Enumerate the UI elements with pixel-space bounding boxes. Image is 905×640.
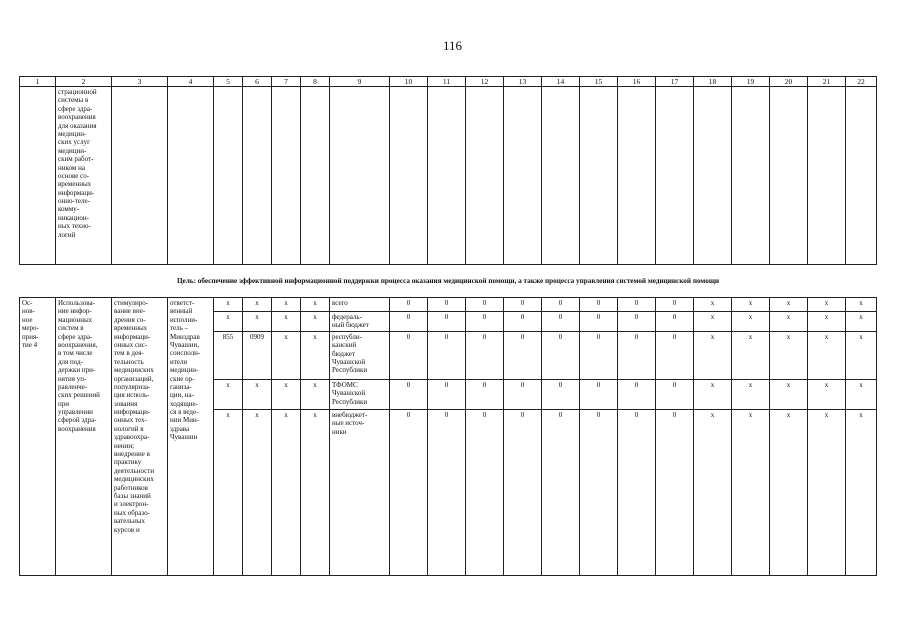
funding-value: x (770, 331, 808, 379)
funding-value: x (301, 312, 330, 332)
column-header: 7 (272, 77, 301, 87)
column-header: 18 (694, 77, 732, 87)
funding-row (20, 298, 877, 312)
funding-value: x (272, 409, 301, 575)
funding-value: 0 (428, 409, 466, 575)
funding-value: x (243, 379, 272, 409)
funding-value: x (732, 379, 770, 409)
funding-value: x (846, 331, 877, 379)
funding-value: 0909 (243, 331, 272, 379)
funding-value: x (214, 379, 243, 409)
funding-value: x (214, 312, 243, 332)
column-header: 3 (112, 77, 168, 87)
funding-value: x (770, 298, 808, 312)
funding-value: 0 (656, 312, 694, 332)
funding-value: 0 (466, 312, 504, 332)
funding-value: x (770, 379, 808, 409)
funding-value: x (808, 331, 846, 379)
funding-value: x (846, 409, 877, 575)
funding-value: 0 (656, 379, 694, 409)
page-number: 116 (442, 38, 463, 53)
activity-executor: ответст- венный исполни- тель – Минздрав Чувашии, соисполн- ители медицин- ские ор- ганиза- ции, на- ходящие- ся в веде- нии Мин- здрава Чувашии (168, 298, 214, 576)
funding-value: x (808, 298, 846, 312)
column-header: 19 (732, 77, 770, 87)
funding-value: 0 (390, 298, 428, 312)
funding-value: x (694, 379, 732, 409)
funding-value: 0 (542, 298, 580, 312)
funding-value: 855 (214, 331, 243, 379)
funding-value: x (732, 298, 770, 312)
goal-text: Цель: обеспечение эффективной информационной поддержки процесса оказания медицинской помощи, а также процесса управления системой медицинской помощи (20, 265, 877, 298)
column-header: 4 (168, 77, 214, 87)
goal-row (20, 265, 877, 298)
funding-value: x (272, 379, 301, 409)
funding-value: x (732, 331, 770, 379)
column-header: 11 (428, 77, 466, 87)
funding-value: x (272, 298, 301, 312)
column-header: 12 (466, 77, 504, 87)
funding-value: 0 (580, 312, 618, 332)
funding-value: 0 (466, 298, 504, 312)
activity-code: Ос- нов- ное меро- прия- тие 4 (20, 298, 56, 576)
funding-value: x (272, 331, 301, 379)
column-header: 2 (56, 77, 112, 87)
funding-value: x (808, 312, 846, 332)
funding-value: 0 (542, 379, 580, 409)
funding-value: 0 (656, 409, 694, 575)
funding-value: 0 (504, 409, 542, 575)
column-header: 15 (580, 77, 618, 87)
cell-col1 (20, 87, 56, 265)
activity-measures: стимулиро- вание вне- дрения со- временных информаци- онных сис- тем в дея- тельность медицинских организаций, популяриза- ция исполь- зования информаци- онных тех- нологий в здравоохра- нении; внедрение в практику деятельности медицинских работников базы знаний и электрон- ных образо- вательных курсов и (112, 298, 168, 576)
funding-value: x (846, 379, 877, 409)
funding-value: x (846, 298, 877, 312)
funding-source: ТФОМС Чувашской Республики (330, 379, 390, 409)
funding-value: 0 (618, 331, 656, 379)
funding-value: 0 (504, 331, 542, 379)
funding-value: 0 (390, 331, 428, 379)
funding-value: x (694, 298, 732, 312)
funding-value: 0 (618, 409, 656, 575)
column-header: 8 (301, 77, 330, 87)
funding-value: 0 (656, 331, 694, 379)
funding-value: x (243, 312, 272, 332)
column-header: 20 (770, 77, 808, 87)
column-header: 9 (330, 77, 390, 87)
funding-value: x (846, 312, 877, 332)
funding-value: x (301, 298, 330, 312)
column-number-row (20, 77, 877, 87)
funding-value: x (770, 409, 808, 575)
column-header: 16 (618, 77, 656, 87)
funding-value: 0 (466, 331, 504, 379)
funding-value: x (732, 312, 770, 332)
funding-source: республи- канский бюджет Чувашской Республики (330, 331, 390, 379)
funding-value: x (694, 312, 732, 332)
funding-value: 0 (428, 298, 466, 312)
funding-value: x (301, 331, 330, 379)
funding-value: 0 (656, 298, 694, 312)
funding-source: внебюджет- ные источ- ники (330, 409, 390, 575)
funding-value: x (808, 379, 846, 409)
funding-value: 0 (504, 312, 542, 332)
funding-value: 0 (428, 331, 466, 379)
funding-value: 0 (428, 312, 466, 332)
funding-value: x (694, 409, 732, 575)
funding-value: x (808, 409, 846, 575)
funding-value: 0 (504, 379, 542, 409)
column-header: 10 (390, 77, 428, 87)
funding-value: x (770, 312, 808, 332)
funding-value: 0 (390, 379, 428, 409)
funding-value: 0 (390, 409, 428, 575)
funding-value: 0 (428, 379, 466, 409)
funding-value: x (243, 298, 272, 312)
funding-value: x (694, 331, 732, 379)
funding-source: всего (330, 298, 390, 312)
funding-value: x (243, 409, 272, 575)
funding-source: федераль- ный бюджет (330, 312, 390, 332)
funding-value: x (214, 409, 243, 575)
funding-value: x (732, 409, 770, 575)
column-header: 21 (808, 77, 846, 87)
funding-value: x (214, 298, 243, 312)
funding-value: 0 (618, 298, 656, 312)
column-header: 5 (214, 77, 243, 87)
funding-value: 0 (580, 298, 618, 312)
funding-value: 0 (580, 409, 618, 575)
activity-name: Использова- ние инфор- мационных систем в сфере здра- воохранения, в том числе для под- держки при- нятия уп- равленче- ских решений при управлении сферой здра- воохранения (56, 298, 112, 576)
funding-value: 0 (542, 312, 580, 332)
funding-value: 0 (504, 298, 542, 312)
continued-description: страционной системы в сфере здра- воохранения для оказания медицин- ских услуг медицин- ским работ- ником на основе со- временных информаци- онно-теле- комму- никацион- ных техно- логий (56, 87, 112, 265)
column-header: 13 (504, 77, 542, 87)
column-header: 17 (656, 77, 694, 87)
column-header: 1 (20, 77, 56, 87)
column-header: 22 (846, 77, 877, 87)
funding-value: x (272, 312, 301, 332)
funding-value: 0 (618, 312, 656, 332)
funding-value: 0 (466, 409, 504, 575)
funding-value: 0 (580, 331, 618, 379)
funding-value: 0 (466, 379, 504, 409)
funding-value: 0 (390, 312, 428, 332)
funding-value: 0 (542, 331, 580, 379)
funding-value: x (301, 379, 330, 409)
continued-row (20, 87, 877, 265)
funding-value: x (301, 409, 330, 575)
funding-value: 0 (618, 379, 656, 409)
funding-value: 0 (542, 409, 580, 575)
funding-value: 0 (580, 379, 618, 409)
column-header: 14 (542, 77, 580, 87)
column-header: 6 (243, 77, 272, 87)
program-table (19, 76, 877, 576)
